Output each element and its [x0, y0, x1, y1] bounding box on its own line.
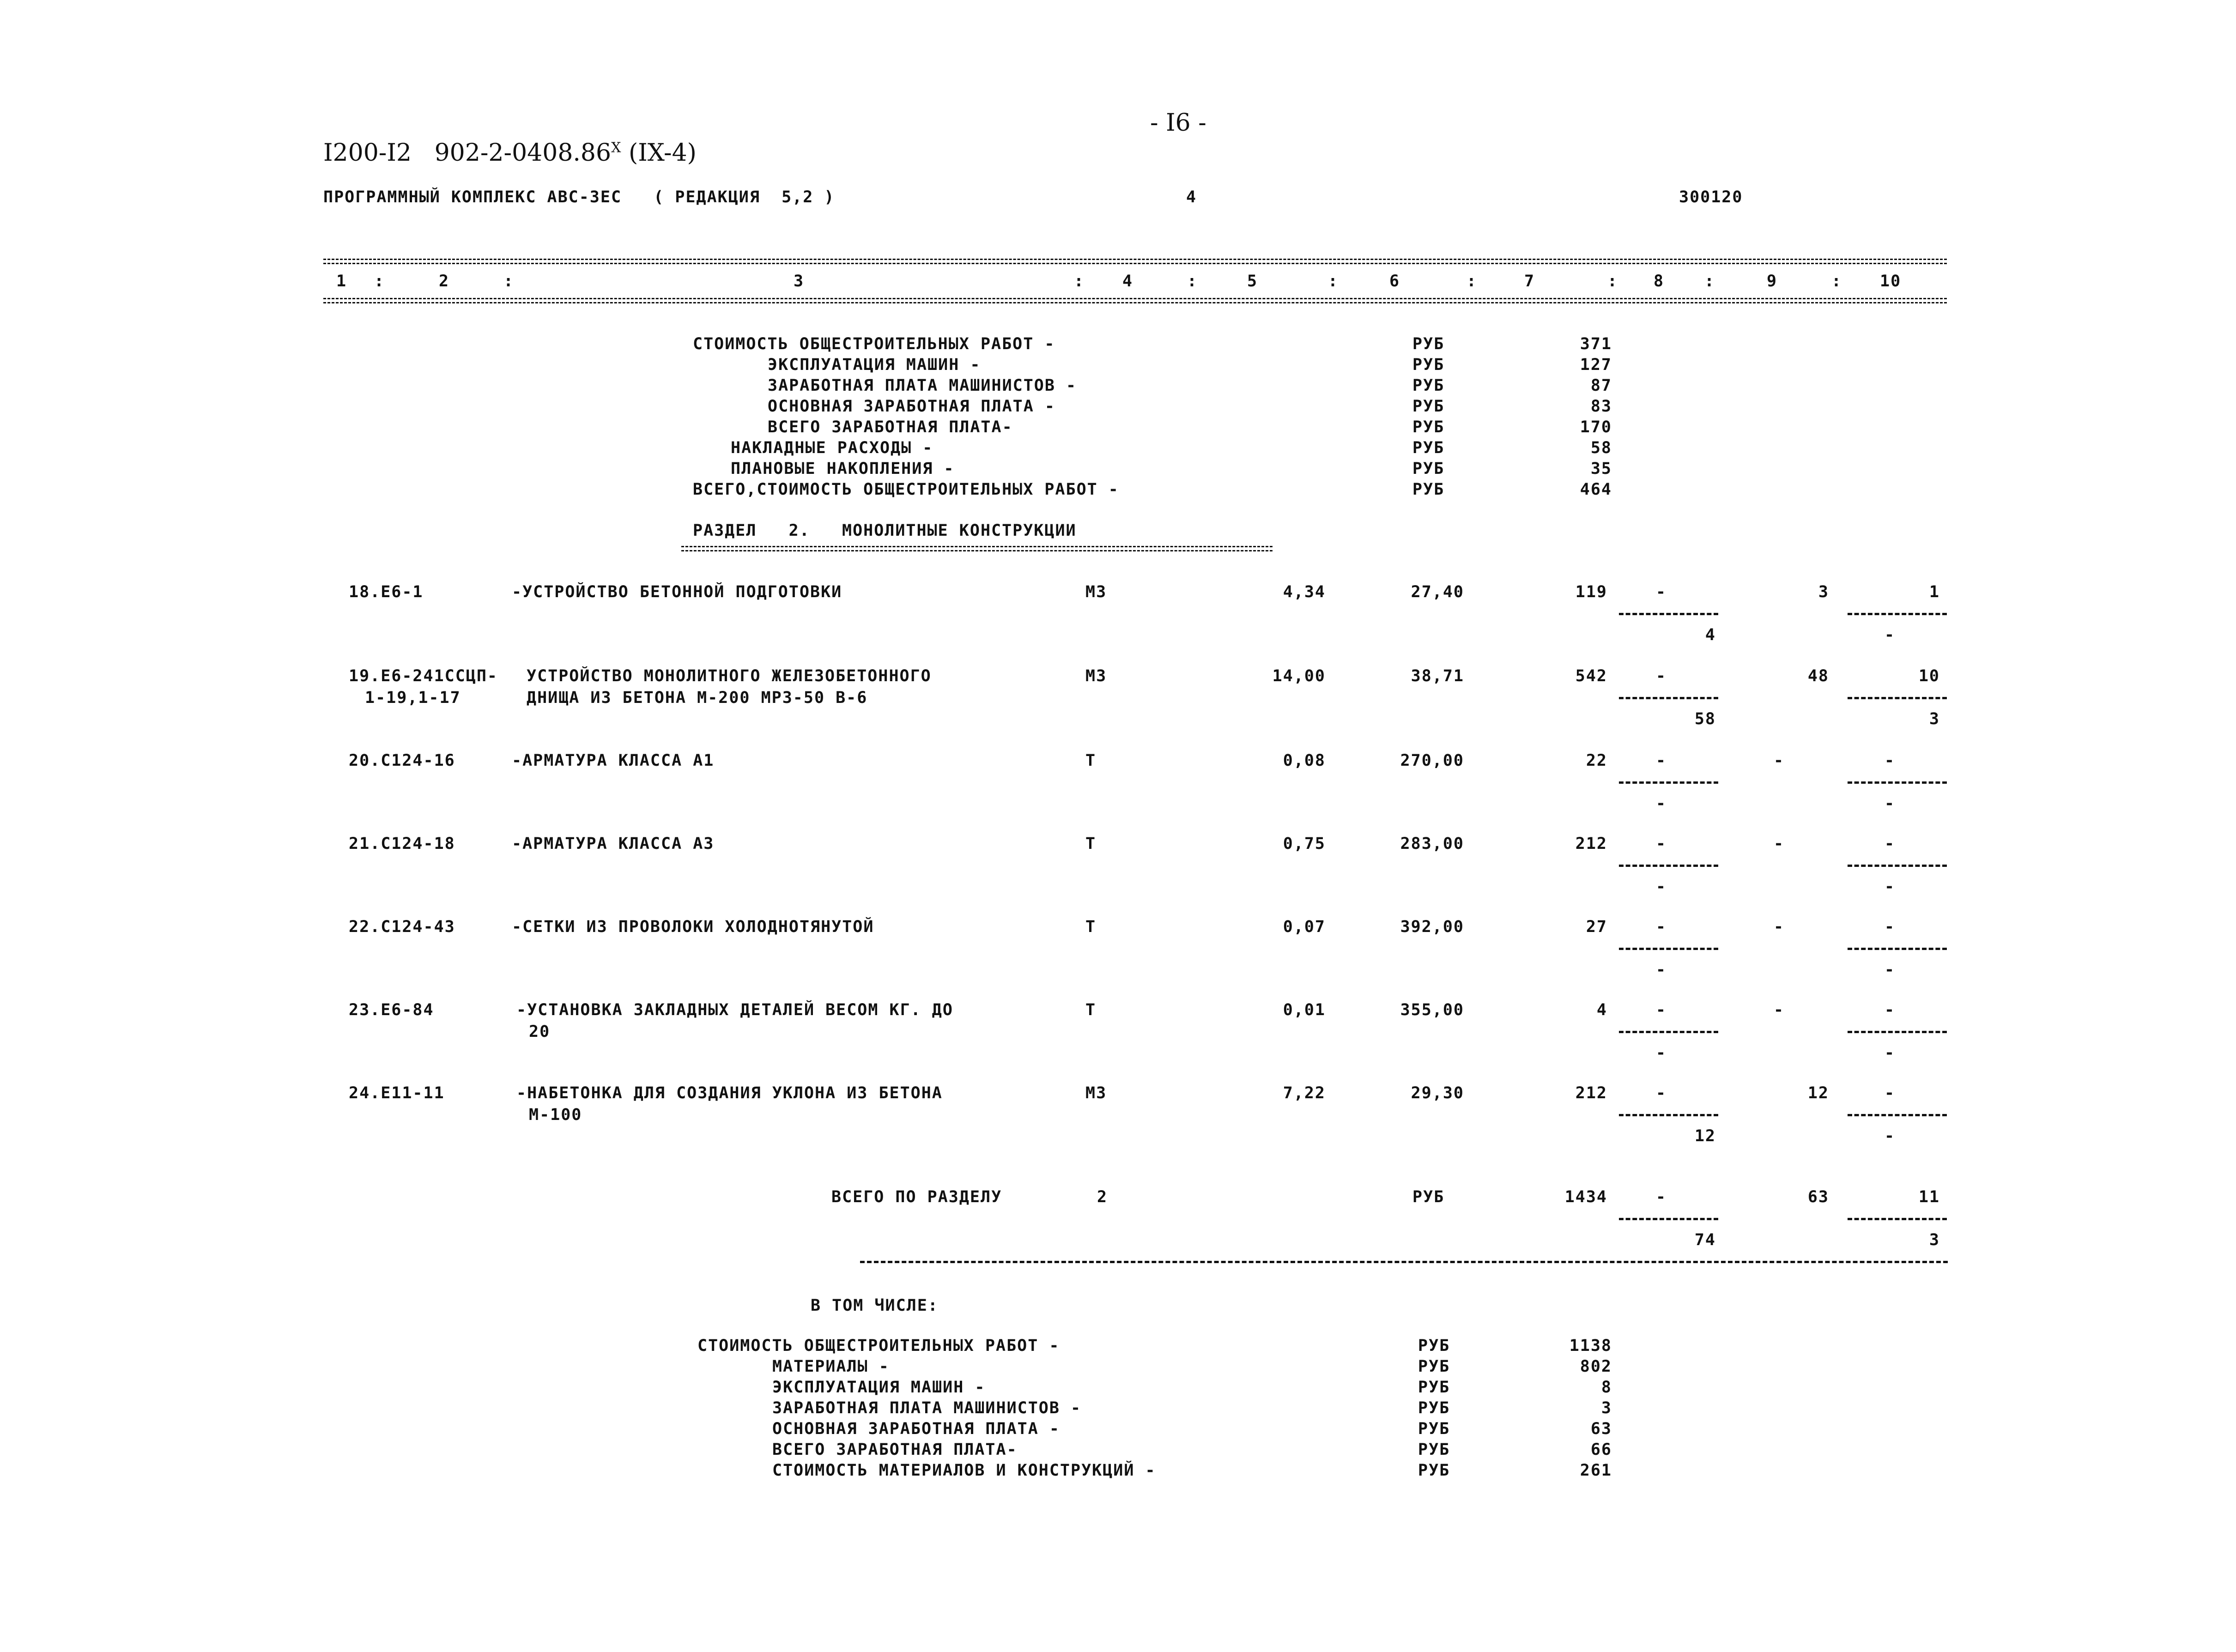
summary1-unit: РУБ [1412, 335, 1445, 353]
row-price: 29,30 [1411, 1084, 1464, 1102]
row-name: УСТРОЙСТВО МОНОЛИТНОГО ЖЕЛЕЗОБЕТОННОГО [527, 667, 932, 685]
row-c8-divider [1619, 1031, 1718, 1033]
summary2-unit: РУБ [1418, 1399, 1450, 1417]
row-code: 20.С124-16 [349, 751, 455, 770]
row-c8: - [1656, 583, 1667, 601]
row-name-cont: ДНИЩА ИЗ БЕТОНА М-200 МРЗ-50 В-6 [527, 689, 868, 707]
row-cost: 212 [1575, 1084, 1607, 1102]
sheet-number: 4 [1186, 188, 1197, 206]
summary2-unit: РУБ [1418, 1420, 1450, 1438]
row-cost: 22 [1586, 751, 1607, 770]
summary2-label: ЭКСПЛУАТАЦИЯ МАШИН - [772, 1378, 986, 1397]
row-c10b: - [1885, 961, 1896, 979]
col-num-1: 1 [336, 272, 347, 290]
header-rule-top [323, 259, 1947, 264]
row-c10: 1 [1929, 583, 1940, 601]
row-c8-divider [1619, 697, 1718, 699]
summary2-value: 802 [1580, 1357, 1612, 1376]
row-name-cont: М-100 [529, 1106, 582, 1124]
row-name: -УСТРОЙСТВО БЕТОННОЙ ПОДГОТОВКИ [512, 583, 842, 601]
row-c8-divider [1619, 865, 1718, 867]
row-c10-divider [1848, 697, 1947, 699]
row-c8b: - [1656, 961, 1667, 979]
row-price: 270,00 [1400, 751, 1464, 770]
row-name: -АРМАТУРА КЛАССА А3 [512, 835, 715, 853]
row-c10-divider [1848, 781, 1947, 784]
row-c8b: 58 [1694, 710, 1716, 728]
row-c10: - [1885, 751, 1896, 770]
row-c8: - [1656, 1084, 1667, 1102]
total-label: ВСЕГО ПО РАЗДЕЛУ [831, 1188, 1002, 1206]
summary2-unit: РУБ [1418, 1357, 1450, 1376]
row-c8-divider [1619, 613, 1718, 615]
row-c8b: 12 [1694, 1127, 1716, 1145]
row-qty: 0,07 [1283, 918, 1326, 936]
summary1-value: 58 [1590, 439, 1612, 457]
row-unit: Т [1085, 751, 1097, 770]
row-c10b: - [1885, 1044, 1896, 1062]
row-name-cont: 20 [529, 1023, 551, 1041]
col-num-3: 3 [794, 272, 805, 290]
row-c8-divider [1619, 1114, 1718, 1116]
row-c8: - [1656, 1001, 1667, 1019]
header-rule-bottom [323, 298, 1947, 303]
row-c10-divider [1848, 1031, 1947, 1033]
row-code: 24.Е11-11 [349, 1084, 445, 1102]
summary1-unit: РУБ [1412, 418, 1445, 436]
total-c8b: 74 [1694, 1231, 1716, 1249]
doc-code-a: I200-I2 [323, 139, 412, 167]
row-unit: М3 [1085, 1084, 1107, 1102]
summary2-label: ОСНОВНАЯ ЗАРАБОТНАЯ ПЛАТА - [772, 1420, 1060, 1438]
row-c8-divider [1619, 948, 1718, 950]
doc-code-sup: X [611, 139, 621, 156]
col-num-4: 4 [1122, 272, 1133, 290]
row-c10-divider [1848, 948, 1947, 950]
row-qty: 0,75 [1283, 835, 1326, 853]
row-price: 283,00 [1400, 835, 1464, 853]
summary1-value: 87 [1590, 376, 1612, 395]
row-name: -УСТАНОВКА ЗАКЛАДНЫХ ДЕТАЛЕЙ ВЕСОМ КГ. ДО [516, 1001, 953, 1019]
row-price: 27,40 [1411, 583, 1464, 601]
row-unit: Т [1085, 918, 1097, 936]
summary1-label: ЭКСПЛУАТАЦИЯ МАШИН - [768, 356, 981, 374]
row-c8: - [1656, 667, 1667, 685]
summary1-unit: РУБ [1412, 397, 1445, 416]
col-num-6: 6 [1389, 272, 1400, 290]
row-c8: - [1656, 835, 1667, 853]
row-cost: 119 [1575, 583, 1607, 601]
row-name: -НАБЕТОНКА ДЛЯ СОЗДАНИЯ УКЛОНА ИЗ БЕТОНА [516, 1084, 943, 1102]
row-c9: - [1774, 835, 1785, 853]
row-code: 19.Е6-241ССЦП- [349, 667, 498, 685]
summary2-value: 261 [1580, 1461, 1612, 1480]
doc-code-c: (IX-4) [629, 139, 697, 167]
row-qty: 0,01 [1283, 1001, 1326, 1019]
total-c9: 63 [1807, 1188, 1829, 1206]
summary2-value: 8 [1601, 1378, 1612, 1397]
row-unit: М3 [1085, 667, 1107, 685]
row-c10-divider [1848, 865, 1947, 867]
summary2-label: ЗАРАБОТНАЯ ПЛАТА МАШИНИСТОВ - [772, 1399, 1082, 1417]
summary1-value: 83 [1590, 397, 1612, 416]
row-c10: - [1885, 1084, 1896, 1102]
summary2-value: 1138 [1569, 1337, 1612, 1355]
summary1-label: НАКЛАДНЫЕ РАСХОДЫ - [731, 439, 933, 457]
col-num-2: 2 [439, 272, 450, 290]
summary1-label: ВСЕГО ЗАРАБОТНАЯ ПЛАТА- [768, 418, 1013, 436]
document-number: 300120 [1679, 188, 1743, 206]
row-name: -СЕТКИ ИЗ ПРОВОЛОКИ ХОЛОДНОТЯНУТОЙ [512, 918, 874, 936]
summary1-unit: РУБ [1412, 376, 1445, 395]
col-num-8: 8 [1654, 272, 1665, 290]
total-c10b: 3 [1929, 1231, 1940, 1249]
doc-code-b: 902-2-0408.86 [434, 139, 612, 167]
summary1-unit: РУБ [1412, 439, 1445, 457]
summary2-unit: РУБ [1418, 1337, 1450, 1355]
summary2-value: 3 [1601, 1399, 1612, 1417]
summary1-unit: РУБ [1412, 480, 1445, 499]
row-c9: - [1774, 1001, 1785, 1019]
row-cost: 4 [1596, 1001, 1607, 1019]
row-price: 392,00 [1400, 918, 1464, 936]
row-c8b: - [1656, 794, 1667, 813]
summary1-label: ВСЕГО,СТОИМОСТЬ ОБЩЕСТРОИТЕЛЬНЫХ РАБОТ - [693, 480, 1119, 499]
row-qty: 14,00 [1272, 667, 1326, 685]
row-c10: - [1885, 1001, 1896, 1019]
col-num-9: 9 [1767, 272, 1778, 290]
summary1-label: СТОИМОСТЬ ОБЩЕСТРОИТЕЛЬНЫХ РАБОТ - [693, 335, 1055, 353]
row-c8: - [1656, 918, 1667, 936]
total-cost: 1434 [1564, 1188, 1607, 1206]
summary2-unit: РУБ [1418, 1461, 1450, 1480]
row-c10b: - [1885, 1127, 1896, 1145]
row-unit: М3 [1085, 583, 1107, 601]
row-code: 21.С124-18 [349, 835, 455, 853]
row-c8b: - [1656, 877, 1667, 896]
row-unit: Т [1085, 835, 1097, 853]
row-c8: - [1656, 751, 1667, 770]
total-c8-divider [1619, 1218, 1718, 1220]
col-num-10: 10 [1880, 272, 1902, 290]
document-code [323, 141, 697, 165]
summary2-value: 63 [1590, 1420, 1612, 1438]
row-cost: 212 [1575, 835, 1607, 853]
row-qty: 0,08 [1283, 751, 1326, 770]
summary1-label: ПЛАНОВЫЕ НАКОПЛЕНИЯ - [731, 460, 955, 478]
total-c10: 11 [1918, 1188, 1940, 1206]
summary1-label: ЗАРАБОТНАЯ ПЛАТА МАШИНИСТОВ - [768, 376, 1077, 395]
row-cost: 542 [1575, 667, 1607, 685]
row-c9: - [1774, 751, 1785, 770]
total-unit: РУБ [1412, 1188, 1445, 1206]
row-c10: - [1885, 835, 1896, 853]
summary1-value: 35 [1590, 460, 1612, 478]
row-c10: 10 [1918, 667, 1940, 685]
summary1-unit: РУБ [1412, 460, 1445, 478]
total-c8: - [1656, 1188, 1667, 1206]
row-c10b: - [1885, 877, 1896, 896]
summary1-value: 170 [1580, 418, 1612, 436]
row-c10b: - [1885, 794, 1896, 813]
row-c9: 3 [1818, 583, 1829, 601]
summary2-unit: РУБ [1418, 1378, 1450, 1397]
row-cost: 27 [1586, 918, 1607, 936]
row-c9: - [1774, 918, 1785, 936]
summary1-unit: РУБ [1412, 356, 1445, 374]
col-num-5: 5 [1247, 272, 1258, 290]
summary1-value: 371 [1580, 335, 1612, 353]
row-code-extra: 1-19,1-17 [365, 689, 461, 707]
row-qty: 4,34 [1283, 583, 1326, 601]
summary1-label: ОСНОВНАЯ ЗАРАБОТНАЯ ПЛАТА - [768, 397, 1055, 416]
summary1-value: 464 [1580, 480, 1612, 499]
row-code: 23.Е6-84 [349, 1001, 434, 1019]
summary2-value: 66 [1590, 1440, 1612, 1459]
row-price: 38,71 [1411, 667, 1464, 685]
row-price: 355,00 [1400, 1001, 1464, 1019]
col-num-7: 7 [1524, 272, 1535, 290]
row-c10-divider [1848, 613, 1947, 615]
section-title-underline [681, 546, 1273, 551]
row-c8b: 4 [1705, 626, 1716, 644]
row-code: 18.Е6-1 [349, 583, 424, 601]
program-title: ПРОГРАММНЫЙ КОМПЛЕКС АВС-ЗЕС ( РЕДАКЦИЯ 5,2 ) [323, 188, 835, 206]
row-c10b: - [1885, 626, 1896, 644]
row-c8-divider [1619, 781, 1718, 784]
summary2-unit: РУБ [1418, 1440, 1450, 1459]
total-rule [860, 1261, 1948, 1263]
row-code: 22.С124-43 [349, 918, 455, 936]
row-c10-divider [1848, 1114, 1947, 1116]
row-c9: 12 [1807, 1084, 1829, 1102]
row-c8b: - [1656, 1044, 1667, 1062]
total-section-number: 2 [1097, 1188, 1108, 1206]
summary1-value: 127 [1580, 356, 1612, 374]
summary2-label: СТОИМОСТЬ ОБЩЕСТРОИТЕЛЬНЫХ РАБОТ - [697, 1337, 1060, 1355]
summary2-label: МАТЕРИАЛЫ - [772, 1357, 890, 1376]
row-c9: 48 [1807, 667, 1829, 685]
summary2-label: ВСЕГО ЗАРАБОТНАЯ ПЛАТА- [772, 1440, 1018, 1459]
including-heading: В ТОМ ЧИСЛЕ: [811, 1296, 939, 1315]
row-c10b: 3 [1929, 710, 1940, 728]
row-name: -АРМАТУРА КЛАССА А1 [512, 751, 715, 770]
total-c10-divider [1848, 1218, 1947, 1220]
row-unit: Т [1085, 1001, 1097, 1019]
row-qty: 7,22 [1283, 1084, 1326, 1102]
section-title: РАЗДЕЛ 2. МОНОЛИТНЫЕ КОНСТРУКЦИИ [693, 521, 1077, 540]
row-c10: - [1885, 918, 1896, 936]
page-number: - I6 - [1150, 109, 1206, 137]
summary2-label: СТОИМОСТЬ МАТЕРИАЛОВ И КОНСТРУКЦИЙ - [772, 1461, 1156, 1480]
